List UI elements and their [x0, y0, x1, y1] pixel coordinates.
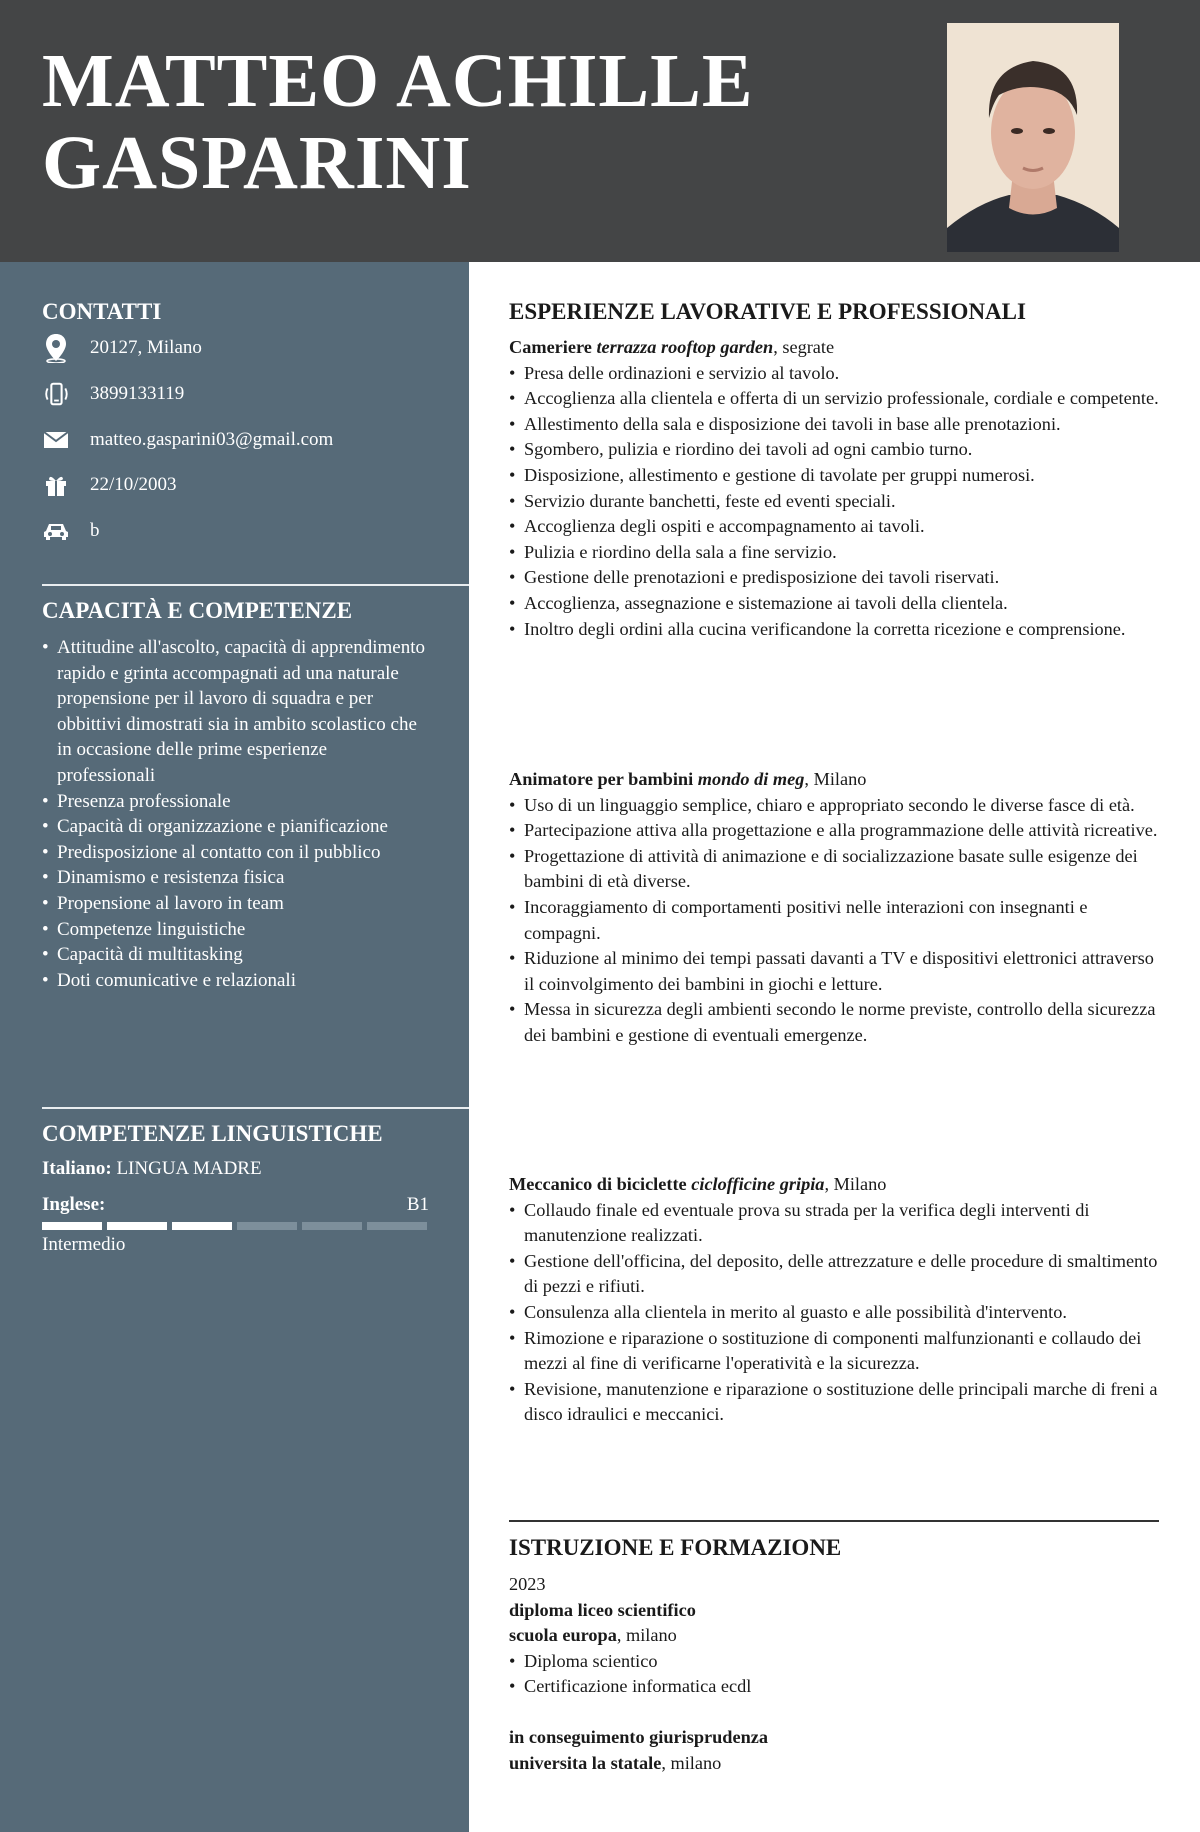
job-heading [509, 1172, 1161, 1198]
skill-item: • Dinamismo e resistenza fisica [42, 865, 427, 891]
skill-item: • Propensione al lavoro in team [42, 891, 427, 917]
job-heading [509, 335, 1161, 361]
education-place: , milano [616, 1625, 677, 1646]
job-bullet: • Partecipazione attiva alla progettazione e alla programmazione delle attività ricreative. [509, 818, 1161, 844]
location-pin-icon [42, 335, 70, 361]
contact-birthdate-value: 22/10/2003 [90, 474, 177, 495]
skills-title: CAPACITÀ E COMPETENZE [42, 598, 353, 623]
education-list [509, 1572, 768, 1776]
car-icon [42, 518, 70, 544]
rating-segment [302, 1222, 362, 1230]
job-bullet: • Presa delle ordinazioni e servizio al tavolo. [509, 361, 1161, 387]
skill-item: • Attitudine all'ascolto, capacità di apprendimento rapido e grinta accompagnati ad una naturale propensione per il lavoro di squadra e per obbittivi dimostrati sia in ambito scolastico che in occasione delle prime esperienze professionali [42, 635, 427, 789]
skill-item: • Competenze linguistiche [42, 917, 427, 943]
rating-segment [172, 1222, 232, 1230]
contacts-title: CONTATTI [42, 299, 162, 324]
education-place: , milano [661, 1752, 722, 1773]
job-bullet: • Servizio durante banchetti, feste ed eventi speciali. [509, 489, 1161, 515]
job-bullets [509, 361, 1161, 643]
name-line-2: GASPARINI [42, 121, 472, 205]
skill-item: • Capacità di multitasking [42, 942, 427, 968]
job-place: , segrate [773, 337, 835, 357]
education-bullet: • Diploma scientico [509, 1649, 768, 1675]
job-bullet: • Incoraggiamento di comportamenti positivi nelle interazioni con insegnanti e compagni. [509, 895, 1161, 946]
skill-item: • Presenza professionale [42, 789, 427, 815]
foreign-language-level: B1 [406, 1194, 429, 1215]
contact-phone[interactable] [42, 381, 184, 407]
job-bullet: • Allestimento della sala e disposizione dei tavoli in base alle prenotazioni. [509, 412, 1161, 438]
native-language-label: Italiano: [42, 1158, 112, 1179]
job-bullet: • Rimozione e riparazione o sostituzione di componenti malfunzionanti e collaudo dei mezzi al fine di verificarne l'operatività e la sicurezza. [509, 1326, 1161, 1377]
job-company: mondo di meg [697, 769, 805, 789]
job-bullet: • Gestione dell'officina, del deposito, delle attrezzature e delle procedure di smaltimento di pezzi e rifiuti. [509, 1249, 1161, 1300]
rating-segment [237, 1222, 297, 1230]
job-bullet: • Sgombero, pulizia e riordino dei tavoli ad ogni cambio turno. [509, 437, 1161, 463]
header-banner [0, 0, 1200, 262]
sidebar-divider [42, 584, 469, 586]
sidebar-divider [42, 1107, 469, 1109]
rating-segment [367, 1222, 427, 1230]
job-bullet: • Collaudo finale ed eventuale prova su strada per la verifica degli interventi di manutenzione realizzati. [509, 1198, 1161, 1249]
languages-title: COMPETENZE LINGUISTICHE [42, 1121, 383, 1146]
contact-address [42, 335, 202, 361]
skill-item: • Doti comunicative e relazionali [42, 968, 427, 994]
rating-segment [107, 1222, 167, 1230]
job-bullets [509, 793, 1161, 1049]
email-icon [42, 427, 70, 453]
native-language [42, 1158, 262, 1180]
job-entry [509, 1172, 1161, 1428]
phone-icon [42, 381, 70, 407]
job-company: ciclofficine gripia [691, 1174, 825, 1194]
contact-address-value: 20127, Milano [90, 337, 202, 358]
rating-segment [42, 1222, 102, 1230]
job-role: Meccanico di biciclette [509, 1174, 687, 1194]
job-bullet: • Riduzione al minimo dei tempi passati davanti a TV e dispositivi elettronici attraverso il coinvolgimento dei bambini in giochi e letture. [509, 946, 1161, 997]
job-bullet: • Accoglienza degli ospiti e accompagnamento ai tavoli. [509, 514, 1161, 540]
job-bullet: • Inoltro degli ordini alla cucina verificandone la corretta ricezione e comprensione. [509, 617, 1161, 643]
job-bullet: • Revisione, manutenzione e riparazione o sostituzione delle principali marche di freni a disco idraulici e meccanici. [509, 1377, 1161, 1428]
job-bullet: • Consulenza alla clientela in merito al guasto e alle possibilità d'intervento. [509, 1300, 1161, 1326]
language-rating-bar [42, 1222, 427, 1230]
job-bullets [509, 1198, 1161, 1428]
foreign-language-level-text: Intermedio [42, 1234, 126, 1255]
education-year: 2023 [509, 1574, 546, 1594]
education-bullets [509, 1649, 768, 1700]
job-bullet: • Accoglienza, assegnazione e sistemazione ai tavoli della clientela. [509, 591, 1161, 617]
job-bullet: • Progettazione di attività di animazione e di socializzazione basate sulle esigenze dei bambini di età diverse. [509, 844, 1161, 895]
contact-license-value: b [90, 520, 100, 541]
name-line-1: MATTEO ACHILLE [42, 39, 754, 123]
education-title: ISTRUZIONE E FORMAZIONE [509, 1535, 842, 1560]
skill-item: • Capacità di organizzazione e pianificazione [42, 814, 427, 840]
job-bullet: • Gestione delle prenotazioni e predisposizione dei tavoli riservati. [509, 565, 1161, 591]
education-degree: in conseguimento giurisprudenza [509, 1726, 769, 1747]
job-bullet: • Uso di un linguaggio semplice, chiaro e appropriato secondo le diverse fasce di età. [509, 793, 1161, 819]
contact-email[interactable] [42, 427, 333, 453]
profile-photo [947, 23, 1119, 252]
job-place: , Milano [804, 769, 867, 789]
job-bullet: • Pulizia e riordino della sala a fine servizio. [509, 540, 1161, 566]
candidate-name [42, 40, 754, 204]
contact-birthdate [42, 472, 177, 498]
job-entry [509, 767, 1161, 1049]
skill-item: • Predisposizione al contatto con il pubblico [42, 840, 427, 866]
contact-phone-value: 3899133119 [90, 383, 185, 404]
job-role: Cameriere [509, 337, 592, 357]
sidebar [0, 262, 469, 1832]
skills-list [42, 635, 427, 993]
experience-title: ESPERIENZE LAVORATIVE E PROFESSIONALI [509, 299, 1026, 324]
foreign-language [42, 1194, 429, 1216]
job-bullet: • Messa in sicurezza degli ambienti secondo le norme previste, controllo della sicurezza dei bambini e gestione di eventuali emergenze. [509, 997, 1161, 1048]
education-bullet: • Certificazione informatica ecdl [509, 1674, 768, 1700]
job-company: terrazza rooftop garden [596, 337, 774, 357]
section-divider [509, 1520, 1159, 1522]
job-role: Animatore per bambini [509, 769, 694, 789]
job-entry [509, 335, 1161, 642]
job-heading [509, 767, 1161, 793]
contact-license [42, 518, 100, 544]
education-school: scuola europa [509, 1625, 617, 1646]
native-language-value: LINGUA MADRE [116, 1158, 262, 1179]
job-bullet: • Accoglienza alla clientela e offerta di un servizio professionale, cordiale e competente. [509, 386, 1161, 412]
education-degree: diploma liceo scientifico [509, 1599, 696, 1620]
education-school: universita la statale [509, 1752, 662, 1773]
foreign-language-label: Inglese: [42, 1194, 106, 1215]
gift-icon [42, 472, 70, 498]
job-bullet: • Disposizione, allestimento e gestione di tavolate per gruppi numerosi. [509, 463, 1161, 489]
contact-email-value: matteo.gasparini03@gmail.com [90, 429, 334, 450]
job-place: , Milano [824, 1174, 887, 1194]
